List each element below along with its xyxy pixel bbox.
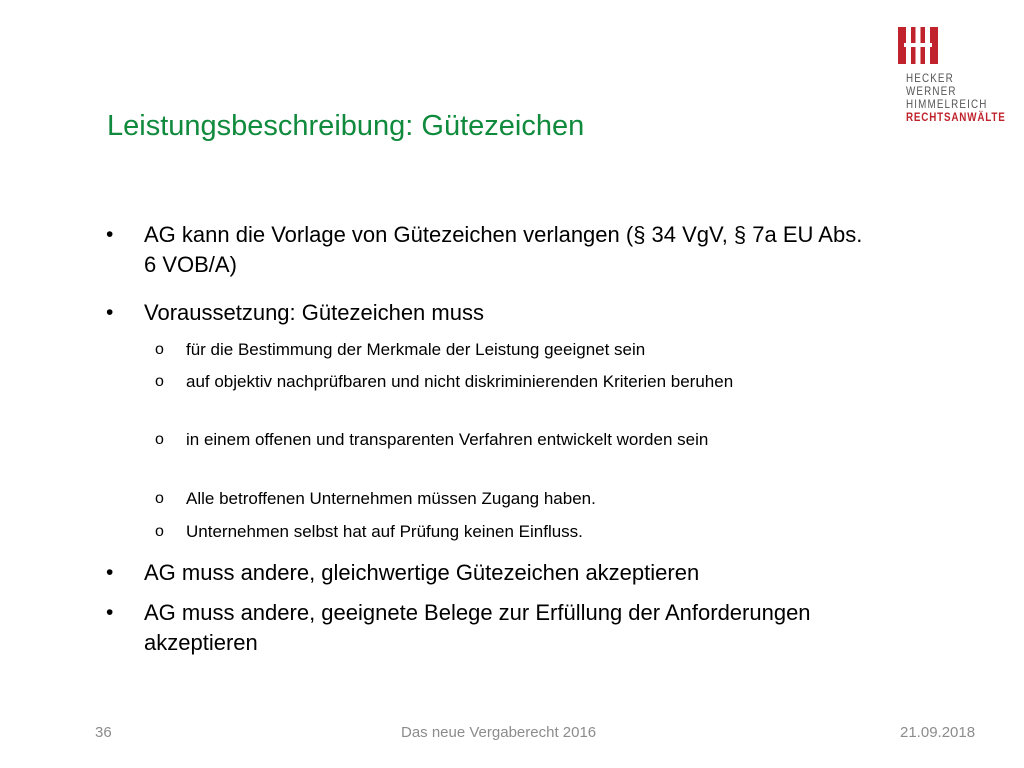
bullet-marker: • [106,601,114,624]
sub-bullet-marker: o [155,341,164,358]
footer-date: 21.09.2018 [900,724,976,741]
sub-bullet-marker: o [155,490,164,507]
bullet-text: AG kann die Vorlage von Gütezeichen verlangen (§ 34 VgV, § 7a EU Abs. 6 VOB/A) [144,222,863,277]
sub-bullet-text: in einem offenen und transparenten Verfahren entwickelt worden sein [186,430,709,449]
bullet-marker: • [106,561,114,584]
logo-line-himmelreich: HIMMELREICH [906,97,988,111]
logo-line-hecker: HECKER [906,71,954,85]
company-logo [898,22,1008,142]
footer-title: Das neue Vergaberecht 2016 [401,724,597,741]
sub-bullet-marker: o [155,373,164,390]
sub-bullet-text: auf objektiv nachprüfbaren und nicht diskriminierenden Kriterien beruhen [186,372,734,391]
sub-bullet-marker: o [155,523,164,540]
hwh-logo-icon [898,22,938,64]
logo-wordmark [906,72,1016,124]
sub-bullet-text: Alle betroffenen Unternehmen müssen Zugang haben. [186,489,596,508]
page-number: 36 [95,724,112,741]
sub-bullet-text: für die Bestimmung der Merkmale der Leistung geeignet sein [186,340,646,359]
bullet-marker: • [106,223,114,246]
logo-line-rechtsanwaelte: RECHTSANWÄLTE [906,110,1006,124]
bullet-marker: • [106,301,114,324]
bullet-text: AG muss andere, gleichwertige Gütezeichen akzeptieren [144,560,700,585]
sub-bullet-text: Unternehmen selbst hat auf Prüfung keinen Einfluss. [186,522,583,541]
bullet-text: AG muss andere, geeignete Belege zur Erfüllung der Anforderungen akzeptieren [144,600,811,655]
bullet-text: Voraussetzung: Gütezeichen muss [144,300,484,325]
sub-bullet-marker: o [155,431,164,448]
logo-line-werner: WERNER [906,84,957,98]
slide-title: Leistungsbeschreibung: Gütezeichen [107,110,585,142]
